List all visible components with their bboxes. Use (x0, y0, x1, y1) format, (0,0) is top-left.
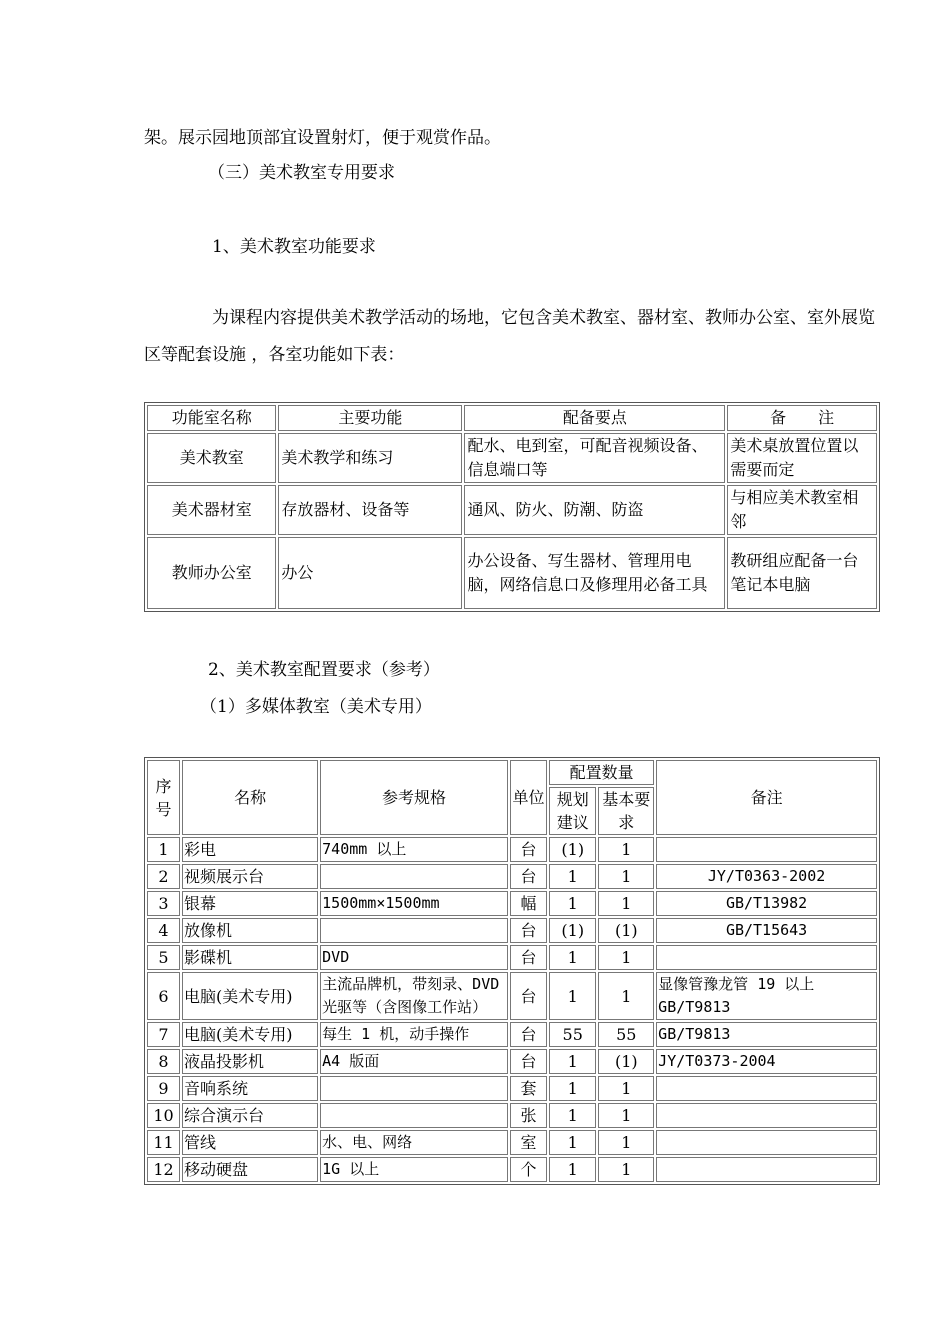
subsection-heading-2-1: （1）多媒体教室（美术专用） (200, 697, 432, 717)
cell-note: GB/T9813 (656, 1022, 877, 1047)
cell-name: 液晶投影机 (182, 1049, 318, 1074)
cell-note (656, 1103, 877, 1128)
paragraph-intro-line2: 区等配套设施 ，各室功能如下表： (144, 345, 405, 365)
cell-name: 影碟机 (182, 945, 318, 970)
header-note: 备注 (656, 760, 877, 835)
header-main-function: 主要功能 (278, 405, 462, 431)
header-room-name: 功能室名称 (147, 405, 276, 431)
paragraph-intro-line1: 为课程内容提供美术教学活动的场地，它包含美术教室、器材室、教师办公室、室外展览 (212, 308, 875, 328)
table-row (147, 1049, 877, 1074)
cell-plan: 55 (549, 1022, 596, 1047)
cell-seq: 4 (147, 918, 180, 943)
cell-remarks: 与相应美术教室相邻 (727, 485, 877, 535)
cell-plan: 1 (549, 891, 596, 916)
cell-unit: 台 (510, 945, 547, 970)
cell-note: 显像管豫龙管 19 以上 GB/T9813 (656, 972, 877, 1020)
cell-basic: 55 (598, 1022, 654, 1047)
cell-spec (320, 1076, 508, 1101)
table-row (147, 537, 877, 609)
cell-unit: 台 (510, 837, 547, 862)
cell-plan: 1 (549, 1157, 596, 1182)
cell-room-name: 美术器材室 (147, 485, 276, 535)
cell-seq: 3 (147, 891, 180, 916)
cell-note: JY/T0373-2004 (656, 1049, 877, 1074)
table-row (147, 864, 877, 889)
cell-note: GB/T13982 (656, 891, 877, 916)
table-body (147, 837, 877, 1182)
table-header-row (147, 760, 877, 785)
cell-unit: 台 (510, 1022, 547, 1047)
cell-basic: 1 (598, 1103, 654, 1128)
cell-seq: 12 (147, 1157, 180, 1182)
cell-room-name: 教师办公室 (147, 537, 276, 609)
cell-note (656, 837, 877, 862)
table-row (147, 433, 877, 483)
cell-unit: 台 (510, 918, 547, 943)
cell-name: 综合演示台 (182, 1103, 318, 1128)
cell-equipment-points: 办公设备、写生器材、管理用电脑，网络信息口及修理用必备工具 (464, 537, 725, 609)
cell-basic: 1 (598, 1130, 654, 1155)
paragraph-continuation: 架。展示园地顶部宜设置射灯，便于观赏作品。 (144, 128, 501, 148)
cell-spec (320, 1103, 508, 1128)
header-quantity: 配置数量 (549, 760, 654, 785)
cell-main-function: 办公 (278, 537, 462, 609)
cell-plan: 1 (549, 1103, 596, 1128)
function-room-table (144, 402, 880, 612)
cell-main-function: 存放器材、设备等 (278, 485, 462, 535)
cell-seq: 9 (147, 1076, 180, 1101)
cell-name: 视频展示台 (182, 864, 318, 889)
cell-note (656, 1076, 877, 1101)
cell-spec: A4 版面 (320, 1049, 508, 1074)
cell-seq: 1 (147, 837, 180, 862)
cell-basic: 1 (598, 864, 654, 889)
header-remarks: 备 注 (727, 405, 877, 431)
header-spec: 参考规格 (320, 760, 508, 835)
cell-spec: 1500mm×1500mm (320, 891, 508, 916)
cell-plan: (1) (549, 837, 596, 862)
cell-basic: (1) (598, 1049, 654, 1074)
table-row (147, 1022, 877, 1047)
cell-plan: 1 (549, 864, 596, 889)
cell-note (656, 1157, 877, 1182)
cell-note (656, 945, 877, 970)
cell-spec: 水、电、网络 (320, 1130, 508, 1155)
cell-equipment-points: 配水、电到室，可配音视频设备、信息端口等 (464, 433, 725, 483)
cell-equipment-points: 通风、防火、防潮、防盗 (464, 485, 725, 535)
cell-basic: 1 (598, 1157, 654, 1182)
cell-unit: 个 (510, 1157, 547, 1182)
table-row (147, 918, 877, 943)
cell-unit: 室 (510, 1130, 547, 1155)
cell-unit: 套 (510, 1076, 547, 1101)
cell-seq: 5 (147, 945, 180, 970)
cell-spec: 每生 1 机，动手操作 (320, 1022, 508, 1047)
header-seq: 序号 (147, 760, 180, 835)
cell-unit: 台 (510, 864, 547, 889)
cell-spec: DVD (320, 945, 508, 970)
cell-unit: 台 (510, 972, 547, 1020)
cell-note (656, 1130, 877, 1155)
cell-seq: 2 (147, 864, 180, 889)
cell-plan: (1) (549, 918, 596, 943)
table-row (147, 972, 877, 1020)
cell-spec (320, 918, 508, 943)
cell-basic: 1 (598, 945, 654, 970)
cell-seq: 11 (147, 1130, 180, 1155)
cell-unit: 台 (510, 1049, 547, 1074)
cell-basic: 1 (598, 972, 654, 1020)
cell-spec: 主流品牌机，带刻录、DVD 光驱等（含图像工作站） (320, 972, 508, 1020)
cell-plan: 1 (549, 1130, 596, 1155)
cell-seq: 10 (147, 1103, 180, 1128)
cell-basic: (1) (598, 918, 654, 943)
table-header-row (147, 405, 877, 431)
cell-name: 移动硬盘 (182, 1157, 318, 1182)
cell-seq: 8 (147, 1049, 180, 1074)
cell-name: 音响系统 (182, 1076, 318, 1101)
cell-basic: 1 (598, 837, 654, 862)
multimedia-classroom-table (144, 757, 880, 1185)
table-row (147, 837, 877, 862)
cell-plan: 1 (549, 945, 596, 970)
cell-plan: 1 (549, 1049, 596, 1074)
table-row (147, 485, 877, 535)
cell-seq: 7 (147, 1022, 180, 1047)
cell-spec (320, 864, 508, 889)
cell-name: 放像机 (182, 918, 318, 943)
cell-name: 银幕 (182, 891, 318, 916)
cell-name: 电脑(美术专用) (182, 1022, 318, 1047)
cell-remarks: 美术桌放置位置以需要而定 (727, 433, 877, 483)
table-row (147, 1157, 877, 1182)
cell-name: 彩电 (182, 837, 318, 862)
cell-basic: 1 (598, 891, 654, 916)
cell-plan: 1 (549, 1076, 596, 1101)
header-name: 名称 (182, 760, 318, 835)
table-row (147, 1103, 877, 1128)
table-row (147, 945, 877, 970)
cell-basic: 1 (598, 1076, 654, 1101)
cell-note: JY/T0363-2002 (656, 864, 877, 889)
table-row (147, 891, 877, 916)
subsection-heading-1: 1、美术教室功能要求 (212, 237, 376, 257)
cell-spec: 740mm 以上 (320, 837, 508, 862)
header-basic: 基本要求 (598, 787, 654, 835)
header-plan: 规划建议 (549, 787, 596, 835)
header-equipment-points: 配备要点 (464, 405, 725, 431)
subsection-heading-2: 2、美术教室配置要求（参考） (208, 660, 440, 680)
cell-seq: 6 (147, 972, 180, 1020)
section-heading-3: （三）美术教室专用要求 (208, 163, 395, 183)
cell-unit: 张 (510, 1103, 547, 1128)
table-row (147, 1076, 877, 1101)
cell-remarks: 教研组应配备一台笔记本电脑 (727, 537, 877, 609)
cell-unit: 幅 (510, 891, 547, 916)
cell-name: 管线 (182, 1130, 318, 1155)
table-row (147, 1130, 877, 1155)
cell-name: 电脑(美术专用) (182, 972, 318, 1020)
header-unit: 单位 (510, 760, 547, 835)
cell-spec: 1G 以上 (320, 1157, 508, 1182)
cell-main-function: 美术教学和练习 (278, 433, 462, 483)
cell-room-name: 美术教室 (147, 433, 276, 483)
cell-note: GB/T15643 (656, 918, 877, 943)
cell-plan: 1 (549, 972, 596, 1020)
